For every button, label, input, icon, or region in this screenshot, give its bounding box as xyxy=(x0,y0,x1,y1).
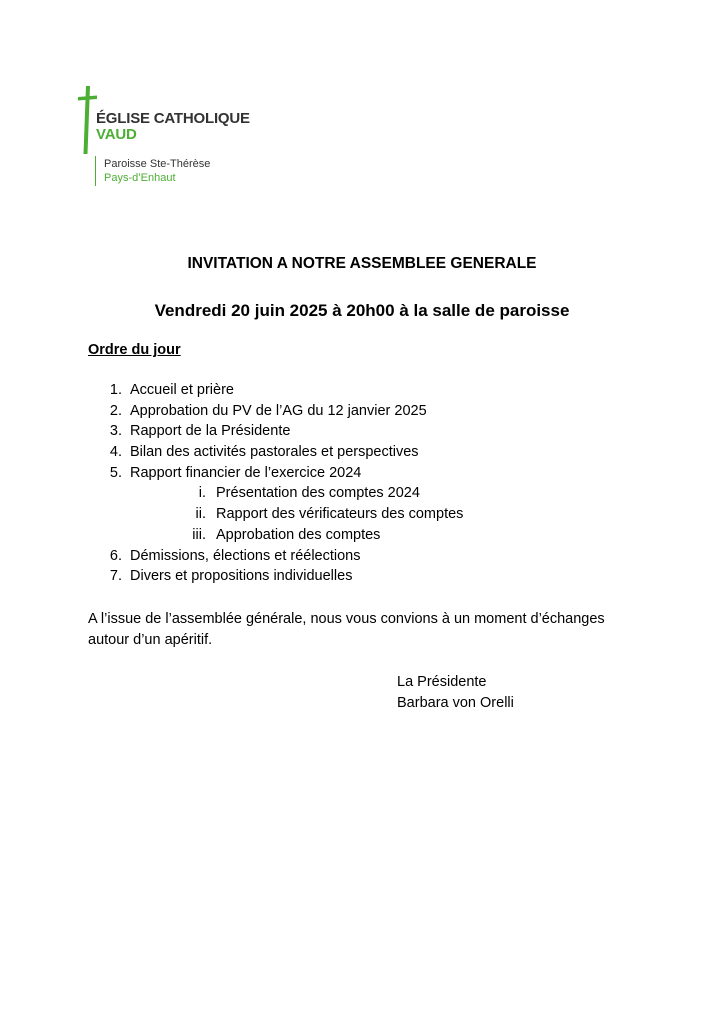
agenda-item-text: Rapport financier de l’exercice 2024 xyxy=(130,464,362,481)
cross-icon xyxy=(76,84,98,156)
signature-block xyxy=(397,672,514,714)
agenda-item-number: 6. xyxy=(109,547,122,564)
organization-logo xyxy=(76,84,276,194)
agenda-item-number: 7. xyxy=(109,568,122,585)
signature-role: La Présidente xyxy=(397,674,487,690)
agenda-item-text: Bilan des activités pastorales et perspectives xyxy=(130,444,419,461)
agenda-subitem-number: ii. xyxy=(195,506,206,523)
org-name-line2: VAUD xyxy=(96,126,137,143)
agenda-item-text: Accueil et prière xyxy=(130,382,234,398)
agenda-subitem-number: i. xyxy=(198,485,206,502)
agenda-item-text: Approbation du PV de l’AG du 12 janvier 2025 xyxy=(130,402,427,419)
parish-region: Pays-d’Enhaut xyxy=(104,172,176,184)
agenda-subitem-text: Rapport des vérificateurs des comptes xyxy=(216,506,464,523)
agenda-item-text: Démissions, élections et réélections xyxy=(130,547,361,564)
event-date-line: Vendredi 20 juin 2025 à 20h00 à la salle de paroisse xyxy=(154,301,570,320)
agenda-item-number: 5. xyxy=(109,464,122,481)
agenda-item-text: Rapport de la Présidente xyxy=(130,423,291,440)
document-title: INVITATION A NOTRE ASSEMBLEE GENERALE xyxy=(187,255,537,272)
org-name-line1: ÉGLISE CATHOLIQUE xyxy=(96,110,250,127)
signature-name: Barbara von Orelli xyxy=(397,695,514,711)
agenda-item-number: 2. xyxy=(109,402,122,419)
agenda-subitem-text: Présentation des comptes 2024 xyxy=(216,485,420,502)
agenda-subitem-text: Approbation des comptes xyxy=(216,526,381,543)
agenda-item-number: 1. xyxy=(109,382,122,398)
agenda-subitem-number: iii. xyxy=(192,526,206,543)
agenda-item-number: 4. xyxy=(109,444,122,461)
agenda-heading: Ordre du jour xyxy=(88,342,181,358)
closing-paragraph: A l’issue de l’assemblée générale, nous vous convions à un moment d’échanges autour d’un apéritif. xyxy=(88,611,605,648)
agenda-item-text: Divers et propositions individuelles xyxy=(130,568,353,585)
parish-name: Paroisse Ste-Thérèse xyxy=(104,158,211,170)
logo-divider xyxy=(95,156,96,186)
agenda-item-number: 3. xyxy=(109,423,122,440)
